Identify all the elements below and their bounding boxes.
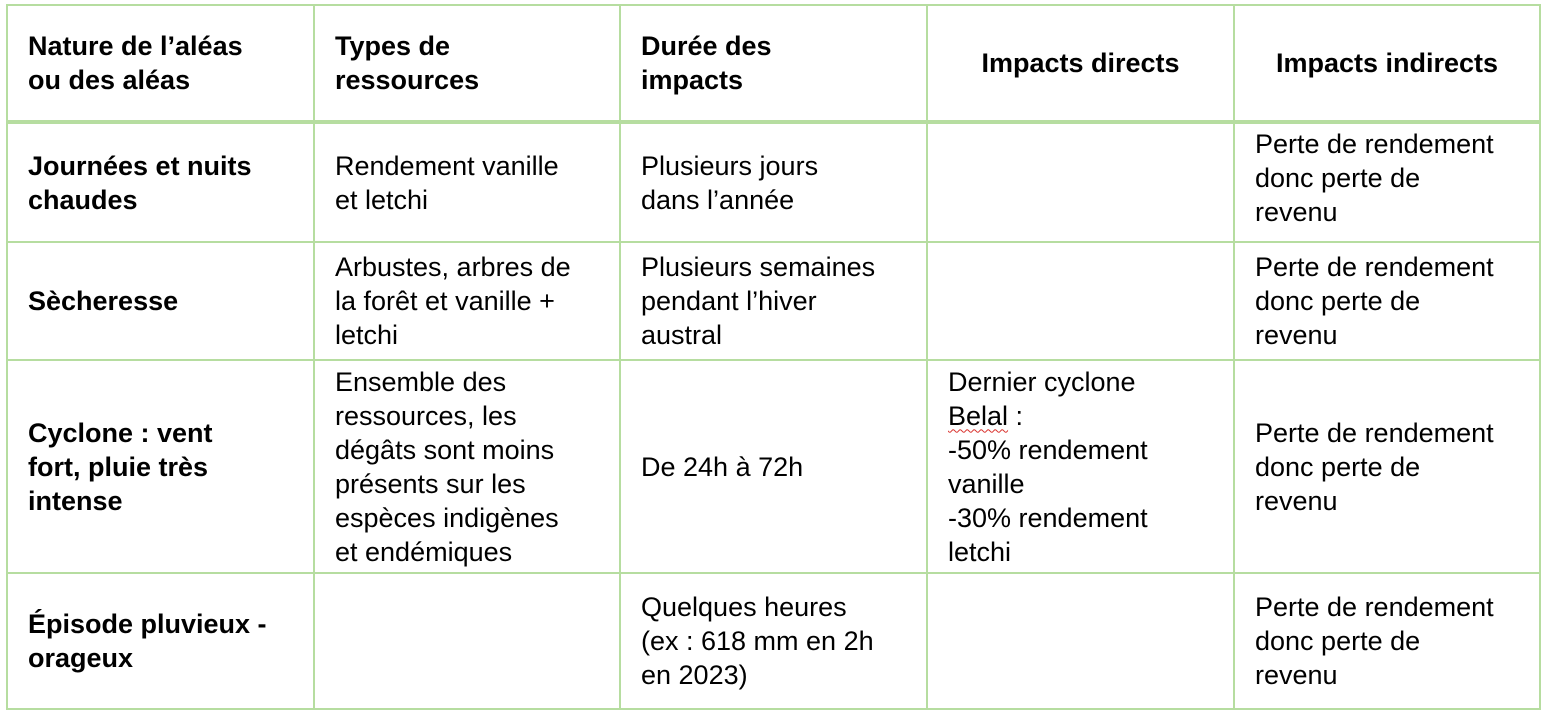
cell-text-line: pendant l’hiver <box>641 286 817 316</box>
cell-text-line: et endémiques <box>335 536 513 567</box>
cell-nature <box>7 360 314 573</box>
hazard-impact-table-container <box>6 4 1541 710</box>
header-impacts-indirects <box>1234 5 1540 122</box>
cell-text-line: donc perte de <box>1255 286 1421 316</box>
cell-text-line: espèces indigènes <box>335 502 559 533</box>
table-header-row <box>7 5 1540 122</box>
cell-text-line: donc perte de <box>1255 163 1421 193</box>
cell-text-line: Plusieurs semaines <box>641 252 876 282</box>
cell-text-line: revenu <box>1255 320 1338 350</box>
hazard-impact-table <box>6 4 1541 710</box>
header-text-line: ressources <box>335 65 480 95</box>
cell-text-line: et letchi <box>335 184 429 215</box>
cell-text-line: dégâts sont moins <box>335 434 555 465</box>
cell-duree <box>620 573 927 709</box>
cell-text-line: revenu <box>1255 660 1338 690</box>
cell-nature <box>7 122 314 242</box>
cell-text-line: (ex : 618 mm en 2h <box>641 626 874 656</box>
cell-text-line: donc perte de <box>1255 626 1421 656</box>
cell-text-line: letchi <box>948 536 1012 567</box>
cell-text-line: fort, pluie très <box>28 451 209 482</box>
cell-text-line: revenu <box>1255 485 1338 516</box>
table-row <box>7 242 1540 360</box>
cell-text-line: en 2023) <box>641 660 748 690</box>
cell-nature <box>7 573 314 709</box>
cell-text-line: ressources, les <box>335 400 517 431</box>
header-text-line: ou des aléas <box>28 65 191 95</box>
cell-duree <box>620 122 927 242</box>
header-text-line: impacts <box>641 65 744 95</box>
cell-duree <box>620 360 927 573</box>
cell-ressources <box>314 122 620 242</box>
table-row <box>7 360 1540 573</box>
cell-indirects <box>1234 360 1540 573</box>
cell-text-line: Cyclone : vent <box>28 417 213 448</box>
header-nature-aleas <box>7 5 314 122</box>
cell-text-line: letchi <box>335 320 399 350</box>
cell-ressources <box>314 242 620 360</box>
header-duree-impacts <box>620 5 927 122</box>
cell-ressources <box>314 573 620 709</box>
header-text-line: Types de <box>335 31 451 61</box>
cell-text-line: la forêt et vanille + <box>335 286 555 316</box>
cell-text-line: vanille <box>948 468 1025 499</box>
cell-indirects <box>1234 122 1540 242</box>
cell-text-line: Sècheresse <box>28 286 179 316</box>
cell-text-line <box>948 399 1221 433</box>
header-impacts-directs <box>927 5 1234 122</box>
cell-text-line: revenu <box>1255 197 1338 227</box>
cell-text-line: Épisode pluvieux - <box>28 609 267 639</box>
cyclone-name-suffix: : <box>1008 400 1024 431</box>
cell-text-line: Perte de rendement <box>1255 417 1494 448</box>
header-text-line: Impacts directs <box>981 48 1180 78</box>
cell-text-line: dans l’année <box>641 184 795 215</box>
header-types-ressources <box>314 5 620 122</box>
cell-text-line: Rendement vanille <box>335 150 559 181</box>
cell-ressources <box>314 360 620 573</box>
cell-text-line: austral <box>641 320 723 350</box>
cell-text-line: présents sur les <box>335 468 526 499</box>
cell-directs <box>927 360 1234 573</box>
cell-text-line: Quelques heures <box>641 592 847 622</box>
table-row <box>7 573 1540 709</box>
cell-text-line: chaudes <box>28 184 138 215</box>
cell-text-line: orageux <box>28 643 134 673</box>
cell-text-line: Plusieurs jours <box>641 150 819 181</box>
cell-directs <box>927 122 1234 242</box>
cell-text-line: Perte de rendement <box>1255 129 1494 159</box>
cell-text-line: -30% rendement <box>948 502 1148 533</box>
header-text-line: Impacts indirects <box>1275 48 1499 78</box>
cyclone-name: Belal <box>948 400 1009 431</box>
cell-text-line: De 24h à 72h <box>641 451 804 482</box>
cell-text-line: donc perte de <box>1255 451 1421 482</box>
header-text-line: Nature de l’aléas <box>28 31 243 61</box>
cell-duree <box>620 242 927 360</box>
cell-indirects <box>1234 573 1540 709</box>
cell-indirects <box>1234 242 1540 360</box>
table-row <box>7 122 1540 242</box>
cell-text-line: -50% rendement <box>948 434 1148 465</box>
cell-text-line: Arbustes, arbres de <box>335 252 571 282</box>
header-text-line: Durée des <box>641 31 772 61</box>
cell-nature <box>7 242 314 360</box>
cell-text-line: intense <box>28 485 123 516</box>
cell-text-line: Perte de rendement <box>1255 592 1494 622</box>
cell-text-line: Journées et nuits <box>28 150 252 181</box>
cell-text-line: Ensemble des <box>335 366 507 397</box>
cell-directs <box>927 242 1234 360</box>
cell-text-line: Dernier cyclone <box>948 366 1136 397</box>
cell-text-line: Perte de rendement <box>1255 252 1494 282</box>
cell-directs <box>927 573 1234 709</box>
